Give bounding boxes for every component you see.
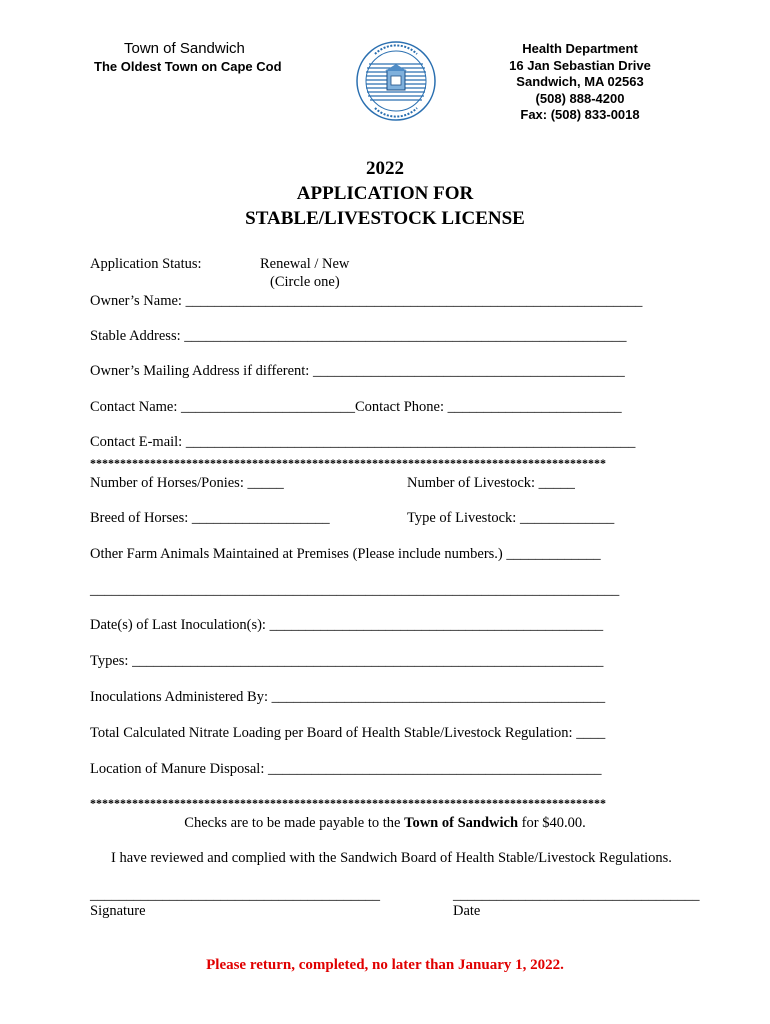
checks-payable-suffix: for $40.00. [518, 815, 586, 831]
return-deadline-notice: Please return, completed, no later than January 1, 2022. [206, 957, 564, 973]
num-horses-field[interactable]: Number of Horses/Ponies: _____ [90, 475, 284, 491]
department-address-line2: Sandwich, MA 02563 [516, 74, 644, 89]
town-tagline: The Oldest Town on Cape Cod [94, 59, 282, 74]
checks-payable-prefix: Checks are to be made payable to the [184, 815, 405, 831]
town-name: Town of Sandwich [124, 40, 245, 57]
department-address-line1: 16 Jan Sebastian Drive [509, 57, 651, 73]
checks-payable-note [0, 815, 770, 832]
type-livestock-field[interactable]: Type of Livestock: _____________ [407, 510, 615, 526]
application-status-options[interactable]: Renewal / New [260, 256, 350, 272]
form-title-line2: STABLE/LIVESTOCK LICENSE [245, 208, 525, 229]
manure-disposal-field[interactable]: Location of Manure Disposal: ______________________________________________ [90, 761, 602, 777]
inoculation-dates-field[interactable]: Date(s) of Last Inoculation(s): ______________________________________________ [90, 617, 604, 633]
reviewed-statement: I have reviewed and complied with the Sandwich Board of Health Stable/Livestock Regulations. [111, 850, 672, 866]
department-name: Health Department [522, 41, 638, 56]
other-animals-field[interactable]: Other Farm Animals Maintained at Premises (Please include numbers.) _____________ [90, 546, 601, 562]
stable-address-field[interactable]: Stable Address: _____________________________________________________________ [90, 328, 627, 344]
department-contact-block [480, 41, 680, 124]
application-status-label: Application Status: [90, 256, 202, 272]
form-title-line1: APPLICATION FOR [296, 183, 474, 204]
date-label: Date [453, 903, 481, 919]
separator-stars-top: ************************************************************************************** [90, 456, 606, 470]
signature-label: Signature [90, 903, 146, 919]
checks-payable-town: Town of Sandwich [404, 815, 519, 831]
department-phone: (508) 888-4200 [535, 90, 625, 106]
town-seal-logo [355, 40, 437, 122]
breed-horses-field[interactable]: Breed of Horses: ___________________ [90, 510, 330, 526]
form-title-year: 2022 [366, 158, 404, 179]
form-title [0, 156, 770, 231]
nitrate-loading-field[interactable]: Total Calculated Nitrate Loading per Board of Health Stable/Livestock Regulation: ____ [90, 725, 606, 741]
contact-name-phone-field[interactable]: Contact Name: ________________________Contact Phone: ________________________ [90, 399, 622, 415]
separator-stars-bottom: ************************************************************************************** [90, 796, 606, 810]
owner-name-field[interactable]: Owner’s Name: _______________________________________________________________ [90, 293, 643, 309]
mailing-address-field[interactable]: Owner’s Mailing Address if different: ___________________________________________ [90, 363, 625, 379]
signature-line[interactable]: ________________________________________ [90, 887, 380, 903]
date-line[interactable]: __________________________________ [453, 887, 700, 903]
other-animals-line2[interactable]: _________________________________________________________________________ [90, 582, 620, 598]
department-fax: Fax: (508) 833-0018 [520, 107, 640, 122]
contact-email-field[interactable]: Contact E-mail: ______________________________________________________________ [90, 434, 636, 450]
application-status-hint: (Circle one) [270, 274, 340, 290]
inoculation-types-field[interactable]: Types: _________________________________________________________________ [90, 653, 604, 669]
num-livestock-field[interactable]: Number of Livestock: _____ [407, 475, 575, 491]
administered-by-field[interactable]: Inoculations Administered By: ______________________________________________ [90, 689, 606, 705]
